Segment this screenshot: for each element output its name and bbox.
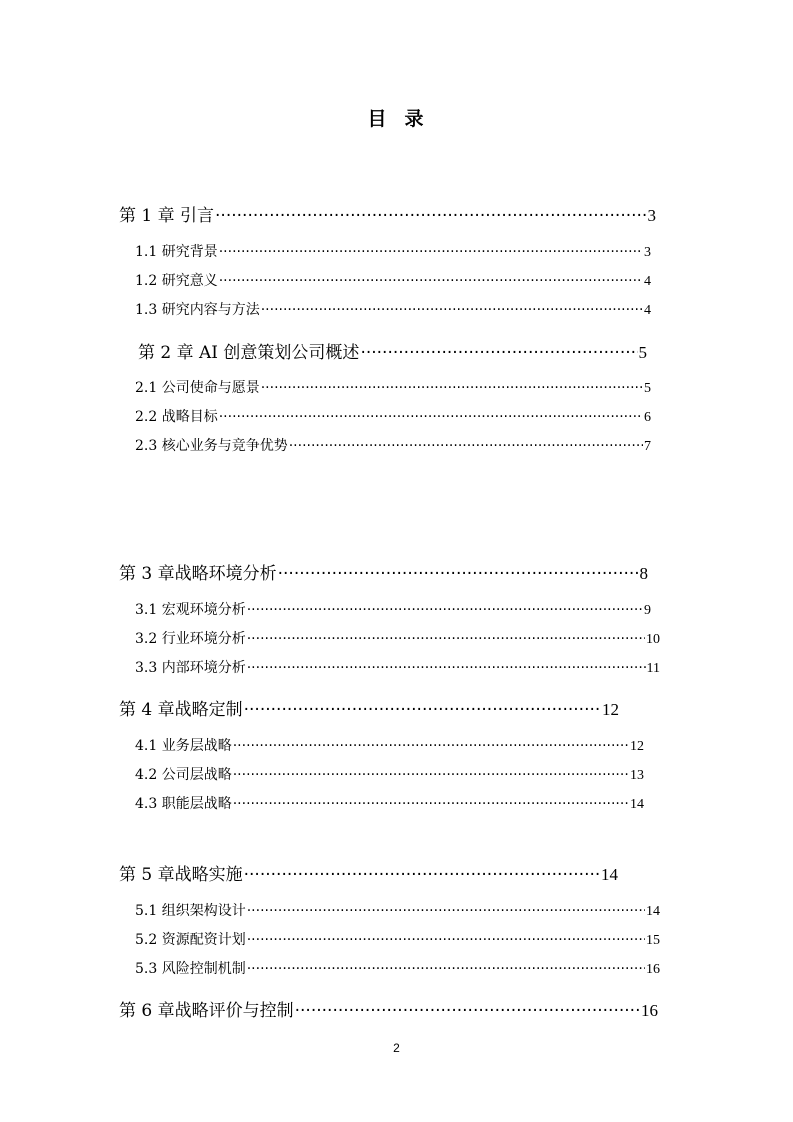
dot-leader	[278, 564, 639, 584]
toc-entry-section-3-2[interactable]	[135, 628, 660, 648]
toc-entry-page: 5	[638, 343, 647, 362]
toc-entry-label: 第 5 章战略实施	[119, 865, 243, 885]
toc-title-char-1: 目	[367, 108, 389, 130]
toc-entry-label: 第 1 章 引言	[119, 206, 215, 226]
dot-leader	[295, 1001, 640, 1021]
toc-entry-page: 3	[644, 245, 651, 260]
toc-entry-label: 1.3 研究内容与方法	[135, 302, 260, 318]
toc-entry-page: 13	[630, 768, 644, 783]
dot-leader	[261, 302, 643, 318]
toc-entry-page: 12	[630, 739, 644, 754]
toc-entry-chapter-2[interactable]	[138, 338, 647, 363]
toc-entry-chapter-4[interactable]	[119, 695, 619, 720]
toc-entry-section-3-3[interactable]	[135, 657, 660, 677]
toc-entry-label: 3.3 内部环境分析	[135, 660, 246, 676]
toc-entry-page: 12	[602, 700, 619, 719]
toc-entry-section-1-2[interactable]	[135, 270, 651, 290]
toc-entry-label: 1.2 研究意义	[135, 273, 218, 289]
toc-entry-label: 第 3 章战略环境分析	[119, 564, 277, 584]
dot-leader	[219, 273, 643, 289]
toc-entry-page: 10	[646, 632, 660, 647]
dot-leader	[247, 660, 646, 676]
toc-entry-page: 14	[630, 797, 644, 812]
dot-leader	[289, 438, 643, 454]
toc-entry-page: 6	[644, 410, 651, 425]
dot-leader	[219, 244, 643, 260]
toc-entry-page: 4	[644, 303, 651, 318]
toc-entry-section-2-2[interactable]	[135, 406, 651, 426]
toc-title	[0, 104, 793, 131]
toc-entry-label: 3.1 宏观环境分析	[135, 602, 246, 618]
toc-entry-page: 3	[647, 206, 656, 225]
toc-entry-section-1-3[interactable]	[135, 299, 651, 319]
dot-leader	[219, 409, 643, 425]
toc-entry-section-4-3[interactable]	[135, 793, 644, 813]
toc-entry-section-5-2[interactable]	[135, 929, 660, 949]
toc-entry-page: 14	[601, 865, 618, 884]
dot-leader	[247, 903, 645, 919]
toc-entry-label: 2.2 战略目标	[135, 409, 218, 425]
toc-entry-page: 16	[646, 962, 660, 977]
toc-entry-label: 第 2 章 AI 创意策划公司概述	[138, 343, 360, 363]
dot-leader	[247, 602, 643, 618]
toc-entry-page: 11	[646, 661, 660, 676]
toc-entry-label: 2.1 公司使命与愿景	[135, 380, 260, 396]
dot-leader	[233, 738, 629, 754]
toc-entry-page: 9	[644, 603, 651, 618]
toc-entry-label: 4.1 业务层战略	[135, 738, 232, 754]
toc-entry-page: 7	[644, 439, 651, 454]
dot-leader	[247, 932, 645, 948]
toc-entry-section-3-1[interactable]	[135, 599, 651, 619]
toc-entry-chapter-6[interactable]	[119, 996, 658, 1021]
toc-entry-label: 4.3 职能层战略	[135, 796, 232, 812]
dot-leader	[247, 961, 645, 977]
toc-entry-label: 1.1 研究背景	[135, 244, 218, 260]
toc-entry-label: 第 6 章战略评价与控制	[119, 1001, 294, 1021]
dot-leader	[233, 767, 629, 783]
dot-leader	[244, 700, 601, 720]
toc-entry-label: 3.2 行业环境分析	[135, 631, 246, 647]
toc-entry-section-2-1[interactable]	[135, 377, 651, 397]
dot-leader	[215, 206, 646, 226]
page-number: 2	[393, 1041, 400, 1055]
dot-leader	[360, 343, 637, 363]
toc-entry-page: 14	[646, 904, 660, 919]
toc-entry-chapter-1[interactable]	[119, 201, 656, 226]
toc-entry-label: 5.3 风险控制机制	[135, 961, 246, 977]
dot-leader	[244, 865, 600, 885]
toc-entry-section-4-2[interactable]	[135, 764, 644, 784]
toc-entry-label: 4.2 公司层战略	[135, 767, 232, 783]
toc-entry-page: 5	[644, 381, 651, 396]
toc-entry-label: 第 4 章战略定制	[119, 700, 243, 720]
dot-leader	[261, 380, 643, 396]
toc-entry-label: 5.2 资源配资计划	[135, 932, 246, 948]
toc-entry-page: 8	[639, 564, 648, 583]
toc-entry-page: 15	[646, 933, 660, 948]
toc-entry-section-4-1[interactable]	[135, 735, 644, 755]
toc-entry-section-1-1[interactable]	[135, 241, 651, 261]
toc-title-char-2: 录	[404, 108, 426, 130]
toc-entry-chapter-5[interactable]	[119, 860, 618, 885]
toc-entry-section-5-3[interactable]	[135, 958, 660, 978]
toc-entry-page: 4	[644, 274, 651, 289]
toc-entry-label: 5.1 组织架构设计	[135, 903, 246, 919]
toc-entry-page: 16	[641, 1001, 658, 1020]
toc-entry-chapter-3[interactable]	[119, 559, 648, 584]
dot-leader	[233, 796, 629, 812]
toc-entry-section-2-3[interactable]	[135, 435, 651, 455]
toc-entry-section-5-1[interactable]	[135, 900, 660, 920]
dot-leader	[247, 631, 645, 647]
toc-entry-label: 2.3 核心业务与竞争优势	[135, 438, 288, 454]
